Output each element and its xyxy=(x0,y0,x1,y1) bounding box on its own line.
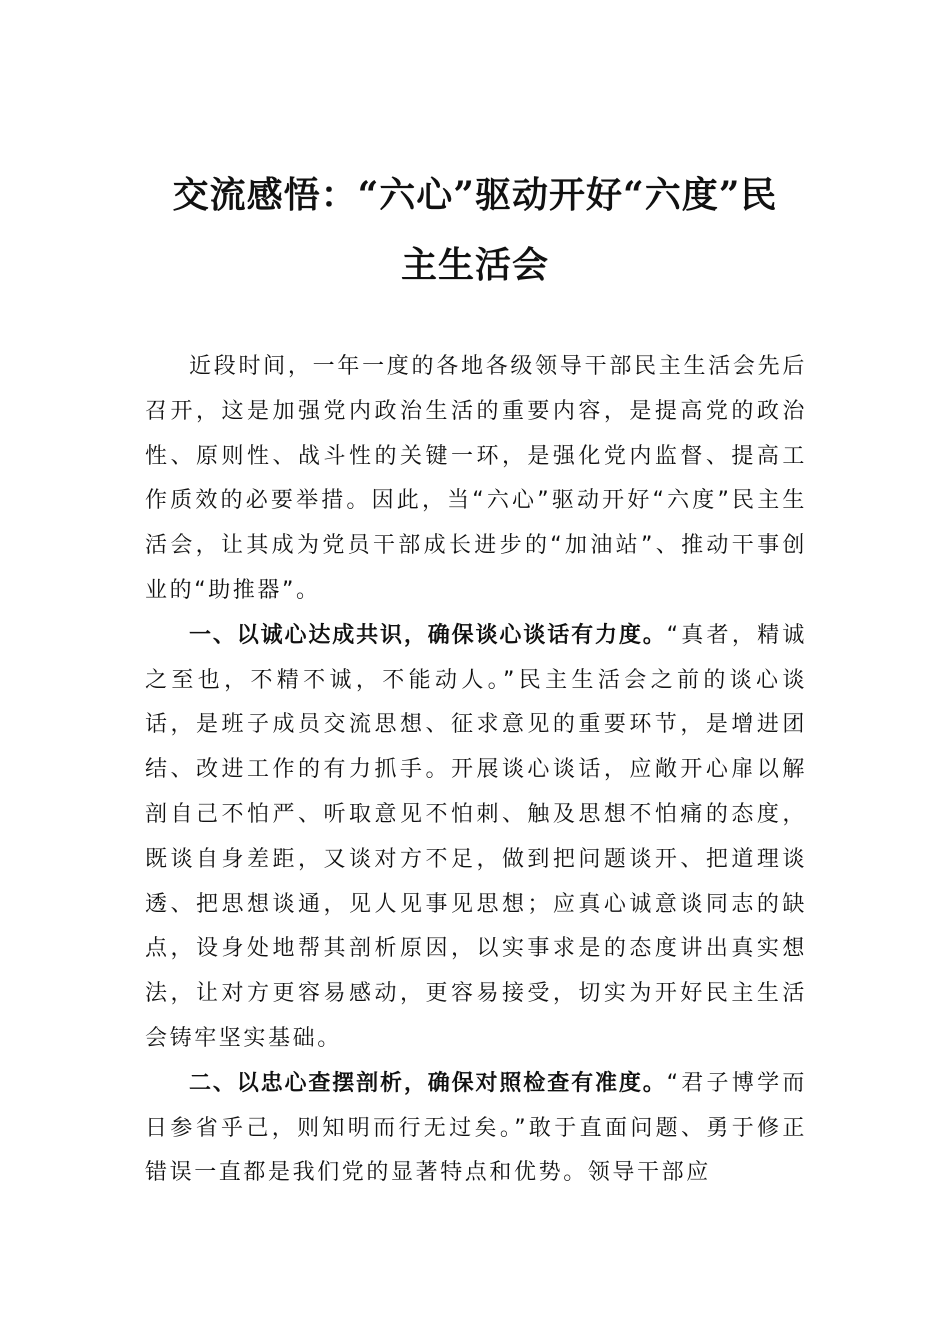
section-heading: 二、以忠心查摆剖析，确保对照检查有准度。 xyxy=(189,1070,667,1096)
document-title-line-1: 交流感悟：“六心”驱动开好“六度”民 xyxy=(172,174,778,216)
section-heading: 一、以诚心达成共识，确保谈心谈话有力度。 xyxy=(189,622,667,648)
document-title-line-2: 主生活会 xyxy=(400,244,549,286)
paragraph-intro xyxy=(145,345,807,614)
paragraph-section-1 xyxy=(145,614,807,1062)
paragraph-text: 近段时间，一年一度的各地各级领导干部民主生活会先后召开，这是加强党内政治生活的重要内容，是提高党的政治性、原则性、战斗性的关键一环，是强化党内监督、提高工作质效的必要举措。因此，当“六心”驱动开好“六度”民主生活会，让其成为党员干部成长进步的“加油站”、推动干事创业的“助推器”。 xyxy=(145,354,807,603)
paragraph-text: “真者，精诚之至也，不精不诚，不能动人。”民主生活会之前的谈心谈话，是班子成员交流思想、征求意见的重要环节，是增进团结、改进工作的有力抓手。开展谈心谈话，应敞开心扉以解剖自己不怕严、听取意见不怕刺、触及思想不怕痛的态度，既谈自身差距，又谈对方不足，做到把问题谈开、把道理谈透、把思想谈通，见人见事见思想；应真心诚意谈同志的缺点，设身处地帮其剖析原因，以实事求是的态度讲出真实想法，让对方更容易感动，更容易接受，切实为开好民主生活会铸牢坚实基础。 xyxy=(145,622,807,1051)
paragraph-text: “君子博学而日参省乎己，则知明而行无过矣。”敢于直面问题、勇于修正错误一直都是我们党的显著特点和优势。领导干部应 xyxy=(145,1070,807,1186)
paragraph-section-2 xyxy=(145,1062,807,1196)
document-body xyxy=(145,345,807,1196)
